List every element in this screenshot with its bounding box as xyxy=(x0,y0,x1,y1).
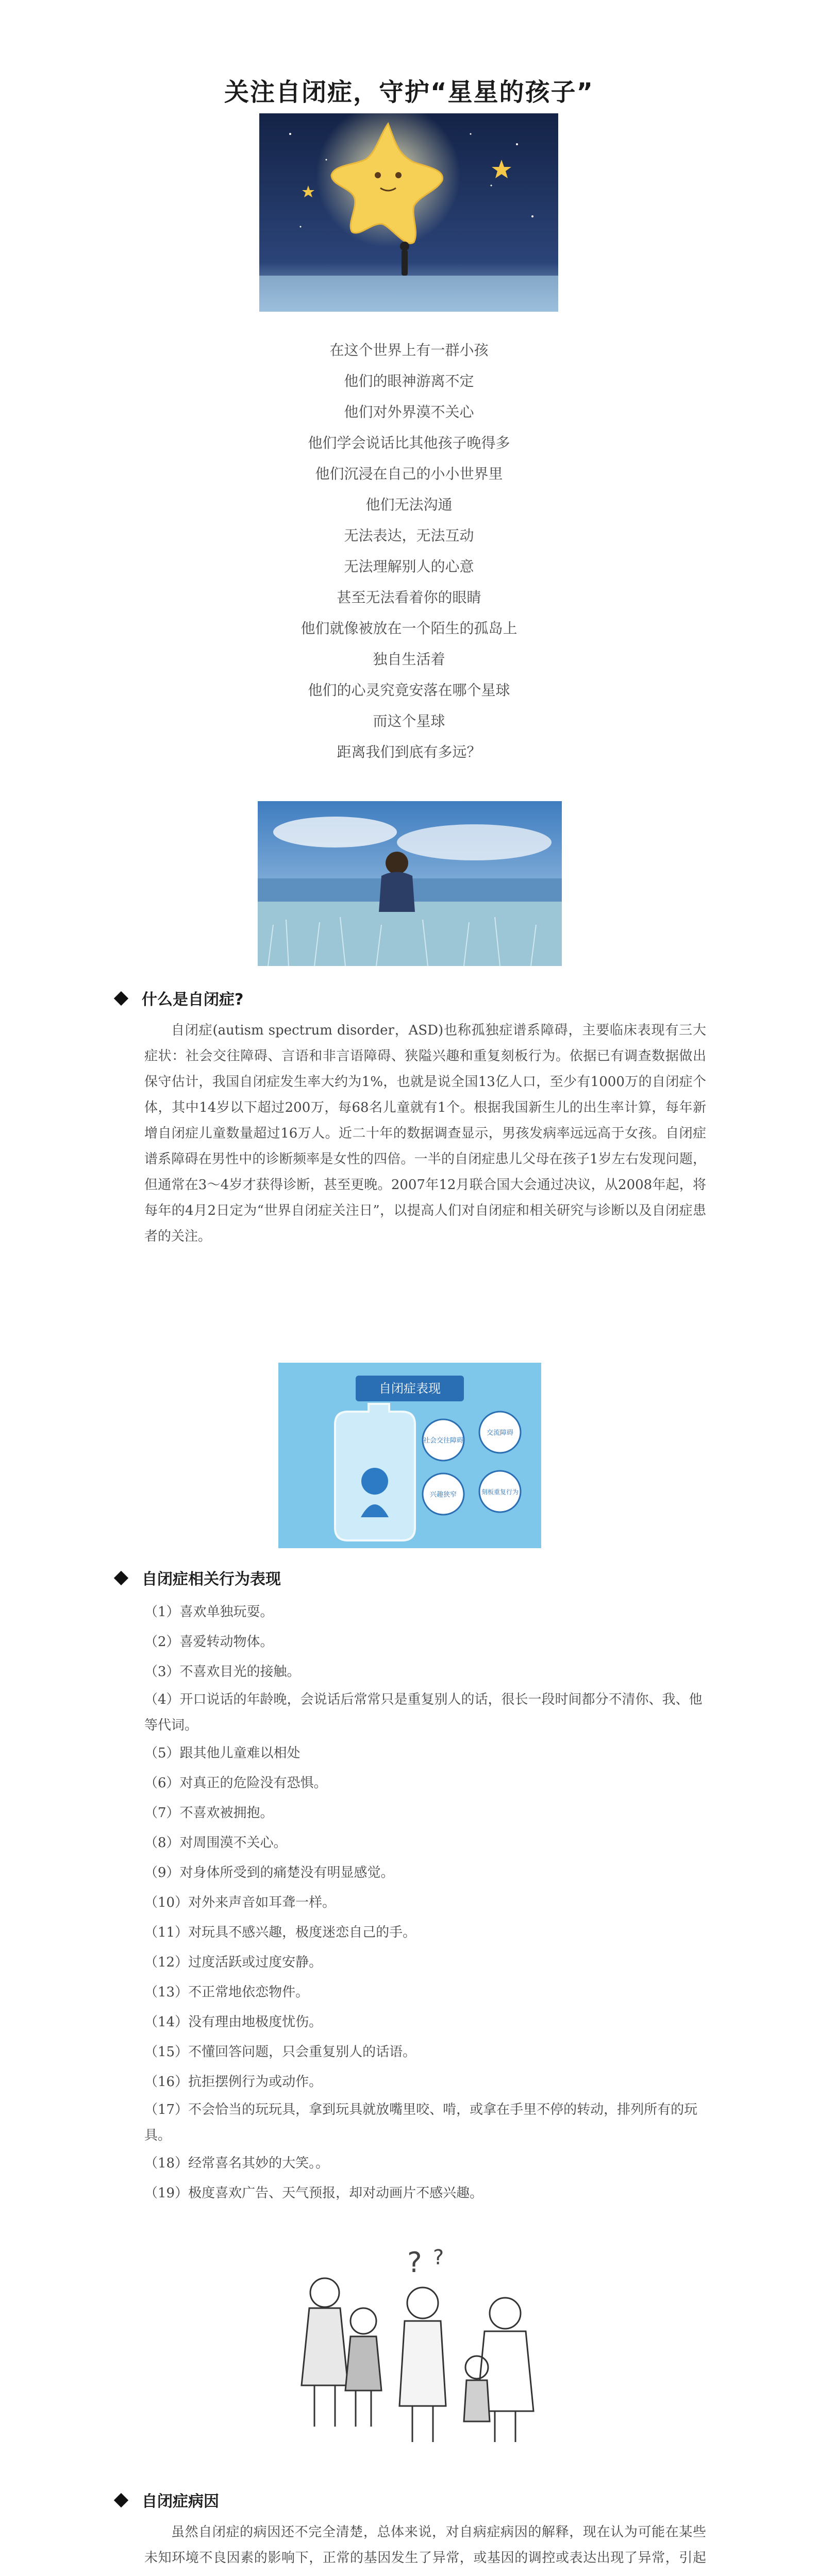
star-night-illustration xyxy=(259,113,558,312)
heading-text: 自闭症病因 xyxy=(142,2493,219,2511)
star-night-icon xyxy=(259,113,558,312)
section-heading-what-is-autism xyxy=(116,987,243,1009)
list-item: （3）不喜欢目光的接触。 xyxy=(144,1664,301,1680)
diamond-bullet-icon xyxy=(114,1571,128,1585)
seaside-icon xyxy=(258,801,562,966)
list-item: （5）跟其他儿童难以相处 xyxy=(144,1745,301,1761)
heading-text: 什么是自闭症? xyxy=(142,991,244,1009)
bottle-infographic-icon xyxy=(278,1363,541,1548)
family-cartoon-icon xyxy=(278,2236,567,2458)
child-seaside-photo xyxy=(258,801,562,966)
behavior-list xyxy=(144,1597,706,2208)
list-item: （16）抗拒摆例行为或动作。 xyxy=(144,2074,323,2090)
section-heading-behaviors xyxy=(116,1566,281,1589)
diamond-bullet-icon xyxy=(114,2493,128,2507)
question-mark-icon: ? xyxy=(407,2246,422,2279)
paragraph-what-is-autism: 自闭症(autism spectrum disorder，ASD)也称孤独症谱系障碍，主要临床表现有三大症状：社会交往障碍、言语和非言语障碍、狭隘兴趣和重复刻板行为。依据已有调查数据做出保守估计，我国自闭症发生率大约为1%，也就是说全国13亿人口，至少有1000万的自闭症个体，其中14岁以下超过200万，每68名儿童就有1个。根据我国新生儿的出生率计算，每年新增自闭症儿童数量超过16万人。近二十年的数据调查显示，男孩发病率远远高于女孩。自闭症谱系障碍在男性中的诊断频率是女性的四倍。一半的自闭症患儿父母在孩子1岁左右发现问题，但通常在3～4岁才获得诊断，甚至更晚。2007年12月联合国大会通过决议，从2008年起，将每年的4月2日定为“世界自闭症关注日”，以提高人们对自闭症和相关研究与诊断以及自闭症患者的关注。 xyxy=(144,1023,706,1244)
list-item: （4）开口说话的年龄晚，会说话后常常只是重复别人的话，很长一段时间都分不清你、我、他等代词。 xyxy=(144,1692,703,1733)
infographic-bubble: 社会交往障碍 xyxy=(423,1437,464,1445)
poem-line: 他们的眼神游离不定 xyxy=(344,372,474,389)
autism-symptoms-infographic xyxy=(278,1363,541,1548)
infographic-bubble: 兴趣狭窄 xyxy=(429,1491,457,1499)
poem-line: 他们无法沟通 xyxy=(365,496,453,513)
poem-line: 他们就像被放在一个陌生的孤岛上 xyxy=(301,620,517,637)
paragraph-cause: 虽然自闭症的病因还不完全清楚，总体来说，对自病症病因的解释，现在认为可能在某些未知环境不良因素的影响下，正常的基因发生了异常，或基因的调控或表达出现了异常，引起 xyxy=(144,2524,706,2566)
list-item: （13）不正常地依恋物件。 xyxy=(144,1985,309,2000)
list-item: （2）喜爱转动物体。 xyxy=(144,1634,274,1650)
list-item: （9）对身体所受到的痛楚没有明显感觉。 xyxy=(144,1865,394,1880)
infographic-bubble: 刻板重复行为 xyxy=(481,1488,519,1496)
list-item: （19）极度喜欢广告、天气预报，却对动画片不感兴趣。 xyxy=(144,2185,483,2201)
section-heading-cause xyxy=(116,2488,219,2511)
poem-line: 无法表达，无法互动 xyxy=(344,527,474,544)
poem-line: 无法理解别人的心意 xyxy=(344,558,474,575)
heading-text: 自闭症相关行为表现 xyxy=(142,1570,281,1588)
poem-line: 而这个星球 xyxy=(373,713,445,730)
list-item: （10）对外来声音如耳聋一样。 xyxy=(144,1895,336,1910)
list-item: （18）经常喜名其妙的大笑。。 xyxy=(144,2156,329,2171)
list-item: （15）不懂回答问题，只会重复别人的话语。 xyxy=(144,2044,416,2060)
poem-line: 他们沉浸在自己的小小世界里 xyxy=(315,465,503,482)
list-item: （14）没有理由地极度忧伤。 xyxy=(144,2014,323,2030)
poem-line: 甚至无法看着你的眼睛 xyxy=(337,589,481,606)
svg-text:?: ? xyxy=(433,2246,444,2269)
diamond-bullet-icon xyxy=(114,991,128,1006)
poem-line: 独自生活着 xyxy=(373,651,445,668)
poem-line: 距离我们到底有多远？ xyxy=(337,743,481,760)
poem-line: 他们学会说话比其他孩子晚得多 xyxy=(308,434,510,451)
page-title: 关注自闭症，守护“星星的孩子” xyxy=(224,78,594,107)
poem-line: 他们的心灵究竟安落在哪个星球 xyxy=(308,682,510,699)
infographic-banner: 自闭症表现 xyxy=(379,1381,441,1396)
list-item: （6）对真正的危险没有恐惧。 xyxy=(144,1775,327,1791)
poem-line: 他们对外界漠不关心 xyxy=(344,403,474,420)
list-item: （7）不喜欢被拥抱。 xyxy=(144,1805,274,1821)
poem xyxy=(0,335,818,768)
list-item: （17）不会恰当的玩玩具，拿到玩具就放嘴里咬、啃，或拿在手里不停的转动，排列所有的玩具。 xyxy=(144,2102,698,2143)
list-item: （12）过度活跃或过度安静。 xyxy=(144,1955,323,1970)
poem-line: 在这个世界上有一群小孩 xyxy=(329,342,489,359)
family-doctor-cartoon xyxy=(278,2236,567,2458)
list-item: （11）对玩具不感兴趣，极度迷恋自己的手。 xyxy=(144,1925,416,1940)
list-item: （8）对周围漠不关心。 xyxy=(144,1835,287,1851)
infographic-bubble: 交流障碍 xyxy=(486,1429,514,1437)
list-item: （1）喜欢单独玩耍。 xyxy=(144,1604,274,1620)
